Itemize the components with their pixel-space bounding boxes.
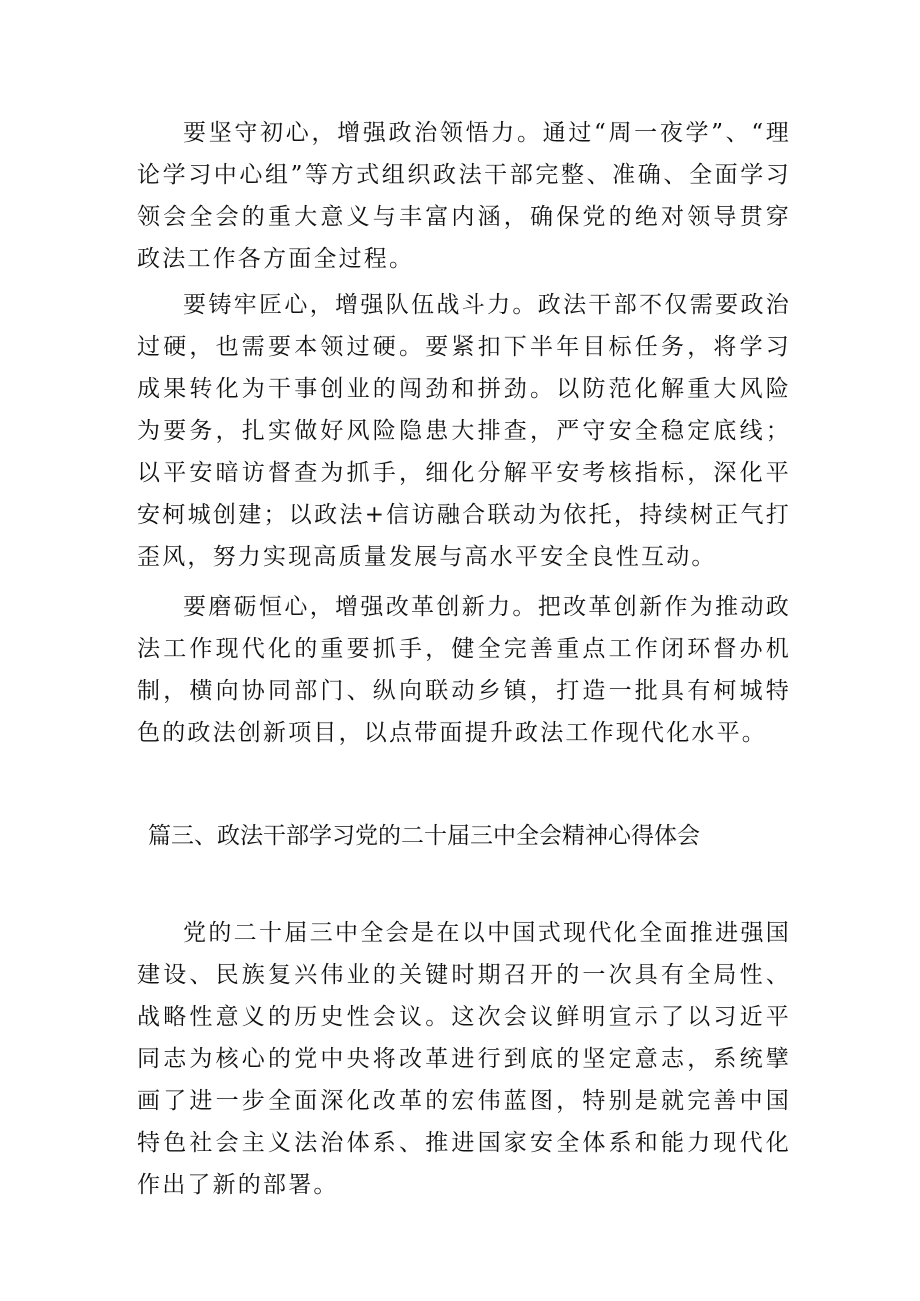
paragraph-hone-perseverance: 要磨砺恒心，增强改革创新力。把改革创新作为推动政法工作现代化的重要抓手，健全完善重点工作闭环督办机制，横向协同部门、纵向联动乡镇，打造一批具有柯城特色的政法创新项目，以点带面提升政法工作现代化水平。 xyxy=(137,594,791,746)
paragraph-plenum-intro: 党的二十届三中全会是在以中国式现代化全面推进强国建设、民族复兴伟业的关键时期召开的一次具有全局性、战略性意义的历史性会议。这次会议鲜明宣示了以习近平同志为核心的党中央将改革进行到底的坚定意志，系统擘画了进一步全面深化改革的宏伟蓝图，特别是就完善中国特色社会主义法治体系、推进国家安全体系和能力现代化作出了新的部署。 xyxy=(137,920,791,1198)
paragraph-forge-craftsmanship: 要铸牢匠心，增强队伍战斗力。政法干部不仅需要政治过硬，也需要本领过硬。要紧扣下半年目标任务，将学习成果转化为干事创业的闯劲和拼劲。以防范化解重大风险为要务，扎实做好风险隐患大排查，严守安全稳定底线；以平安暗访督查为抓手，细化分解平安考核指标，深化平安柯城创建；以政法+信访融合联动为依托，持续树正气打歪风，努力实现高质量发展与高水平安全良性互动。 xyxy=(137,292,791,570)
paragraph-firm-original-aspiration: 要坚守初心，增强政治领悟力。通过“周一夜学”、“理论学习中心组”等方式组织政法干部完整、准确、全面学习领会全会的重大意义与丰富内涵，确保党的绝对领导贯穿政法工作各方面全过程。 xyxy=(137,120,791,272)
section-heading: 篇三、政法干部学习党的二十届三中全会精神心得体会 xyxy=(148,823,700,849)
